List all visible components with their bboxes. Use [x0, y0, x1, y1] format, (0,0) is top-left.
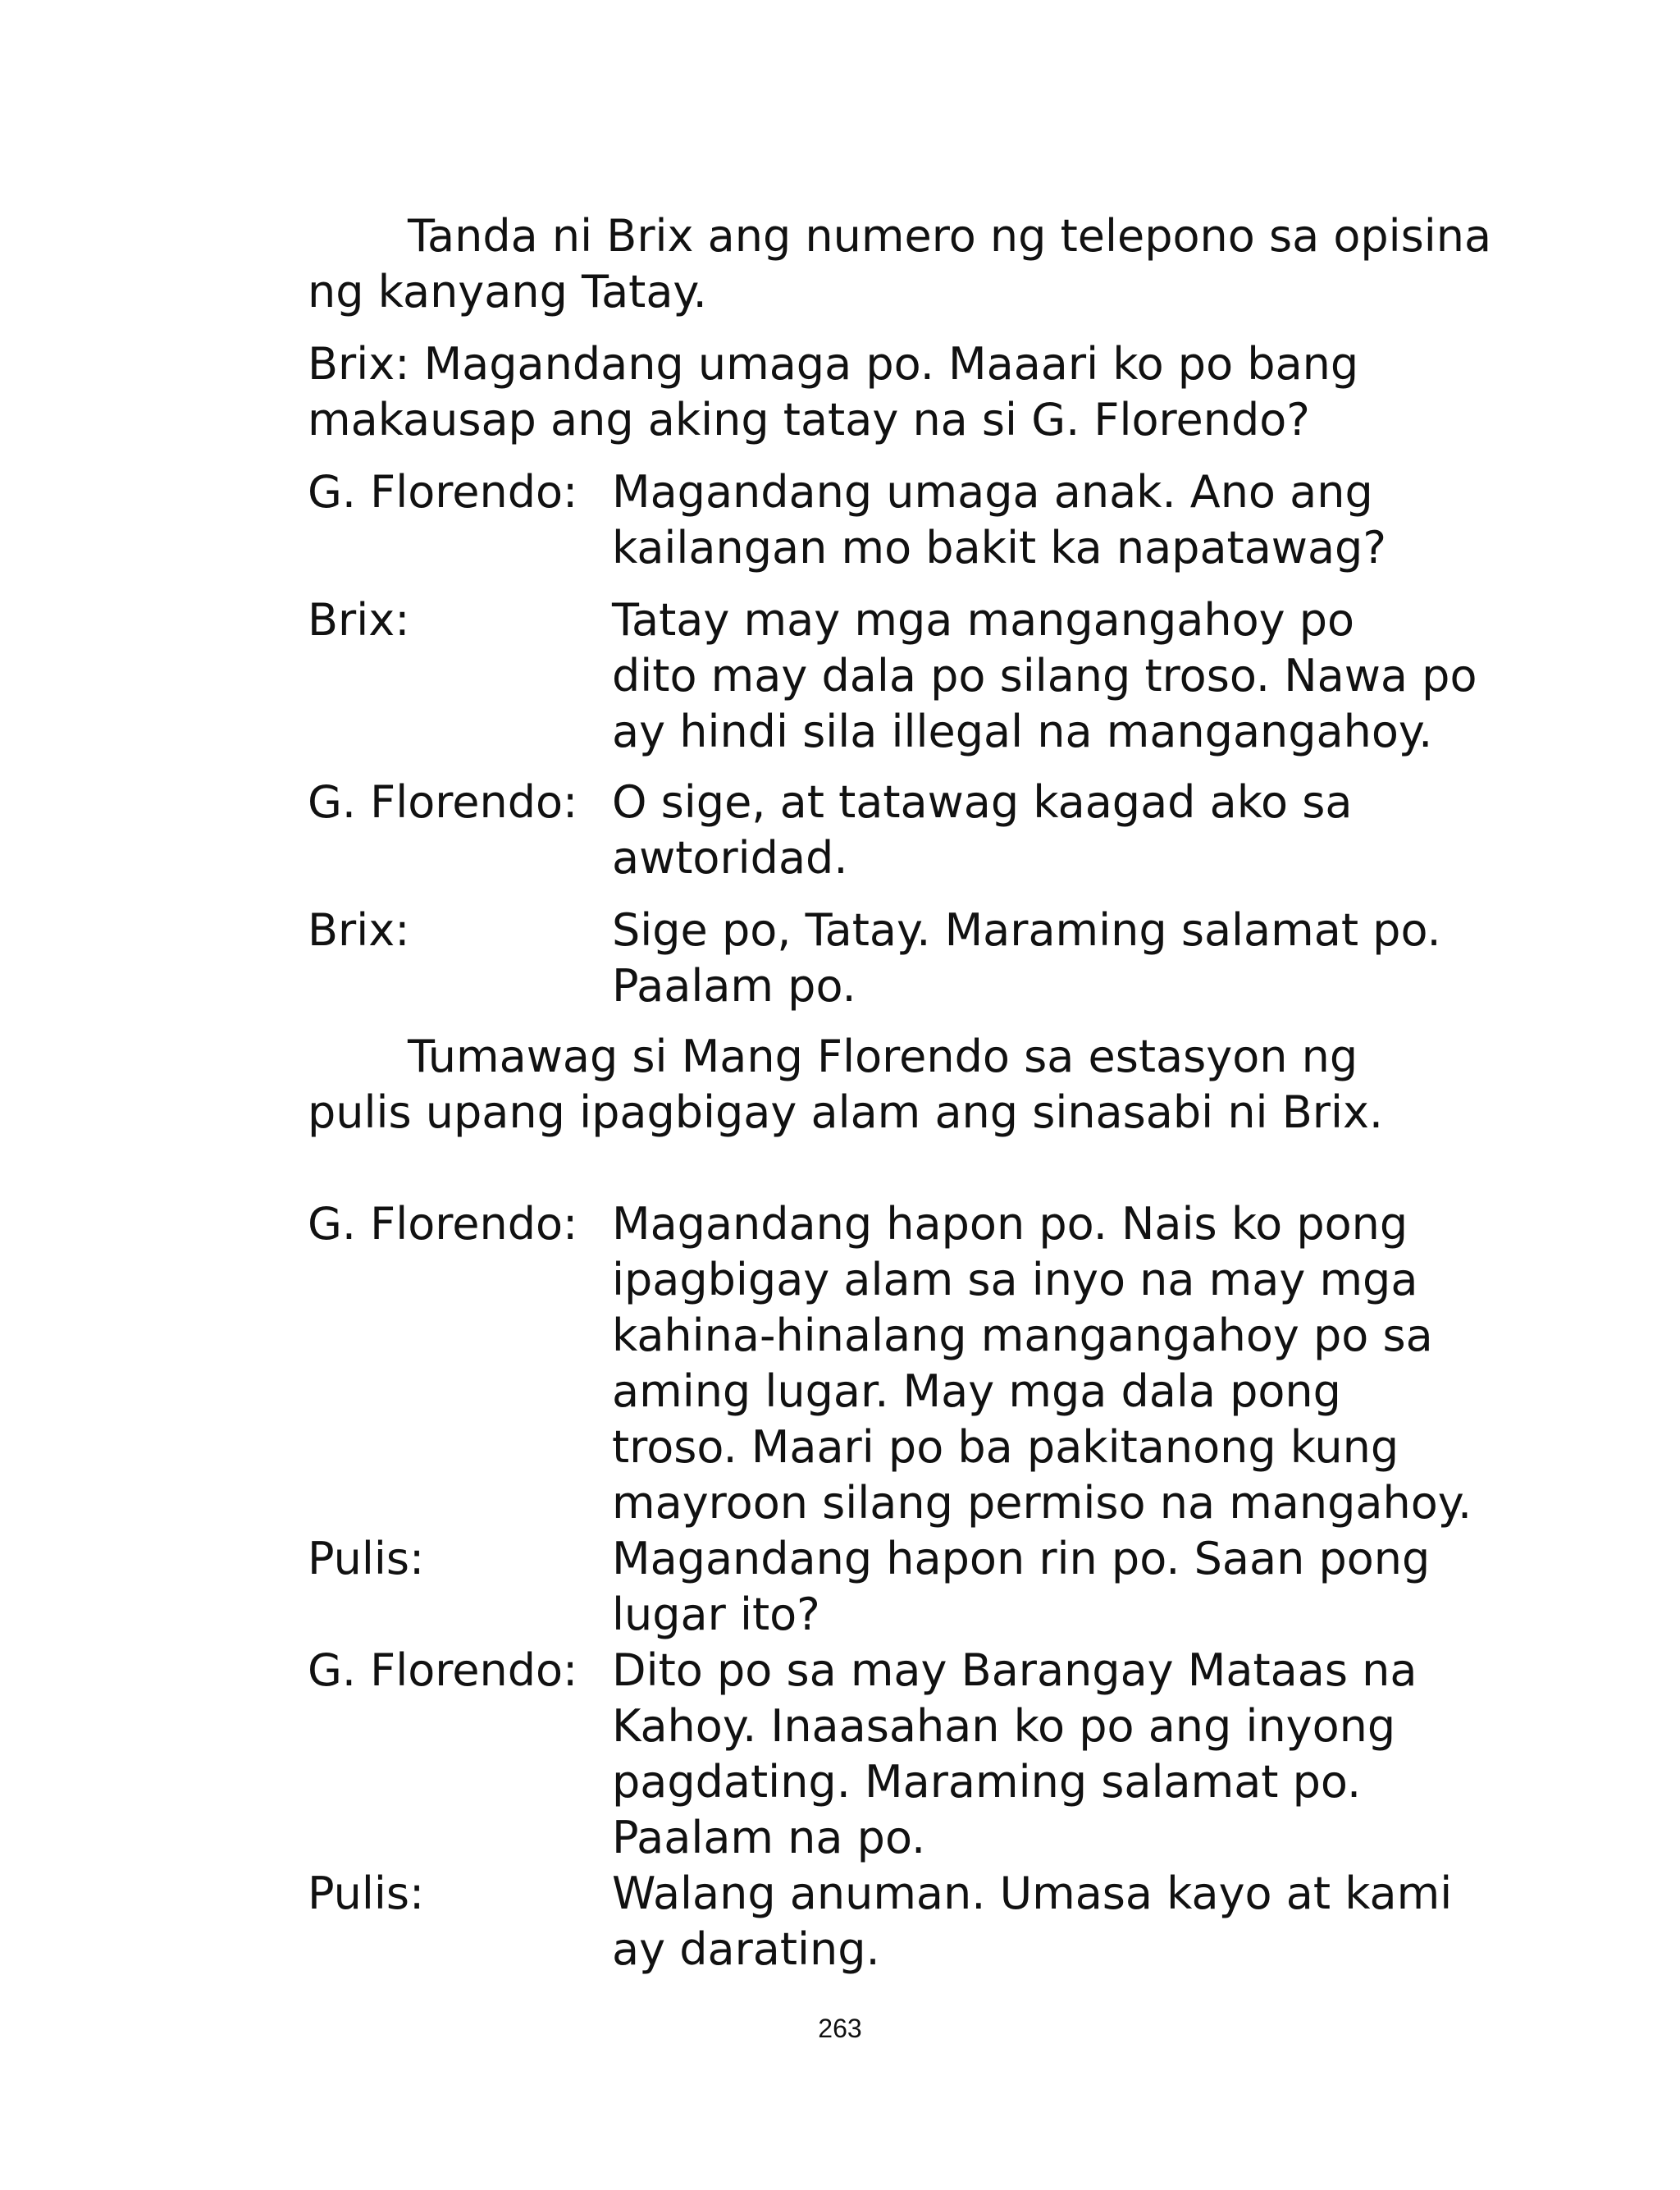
- dialogue-line: Sige po, Tatay. Maraming salamat po.: [612, 904, 1441, 956]
- dialogue-line: ipagbigay alam sa inyo na may mga: [612, 1254, 1418, 1305]
- dialogue-line: mayroon silang permiso na mangahoy.: [612, 1477, 1472, 1529]
- dialogue-line: Magandang hapon po. Nais ko pong: [612, 1198, 1408, 1250]
- dialogue-line: Tatay may mga mangangahoy po: [612, 594, 1355, 646]
- narration-line-1: Tumawag si Mang Florendo sa estasyon ng: [408, 1031, 1358, 1082]
- speaker-label: Pulis:: [308, 1533, 425, 1584]
- intro-line-1: Tanda ni Brix ang numero ng telepono sa opisina: [408, 210, 1492, 262]
- speaker-label: G. Florendo:: [308, 1644, 578, 1696]
- dialogue-line: Kahoy. Inaasahan ko po ang inyong: [612, 1700, 1396, 1752]
- dialogue-line: dito may dala po silang troso. Nawa po: [612, 650, 1477, 702]
- dialogue-line: Paalam na po.: [612, 1812, 926, 1863]
- dialogue-line: Paalam po.: [612, 960, 856, 1012]
- intro-line-2: ng kanyang Tatay.: [308, 266, 707, 318]
- dialogue-line: ay darating.: [612, 1923, 880, 1975]
- dialogue-line: ay hindi sila illegal na mangangahoy.: [612, 706, 1433, 757]
- dialogue-line: Walang anuman. Umasa kayo at kami: [612, 1868, 1453, 1919]
- speaker-label: Pulis:: [308, 1868, 425, 1919]
- dialogue-line: awtoridad.: [612, 832, 848, 884]
- speaker-label: Brix:: [308, 904, 410, 956]
- page-number: 263: [818, 2014, 862, 2043]
- dialogue-line: troso. Maari po ba pakitanong kung: [612, 1421, 1399, 1473]
- dialogue-line: aming lugar. May mga dala pong: [612, 1365, 1341, 1417]
- brix-opening-line-2: makausap ang aking tatay na si G. Florendo?: [308, 394, 1310, 446]
- speaker-label: G. Florendo:: [308, 466, 578, 518]
- speaker-label: G. Florendo:: [308, 1198, 578, 1250]
- dialogue-line: Magandang umaga anak. Ano ang: [612, 466, 1373, 518]
- dialogue-line: lugar ito?: [612, 1589, 820, 1640]
- brix-opening-line-1: Brix: Magandang umaga po. Maaari ko po bang: [308, 338, 1359, 390]
- dialogue-line: kahina-hinalang mangangahoy po sa: [612, 1310, 1433, 1361]
- dialogue-line: Magandang hapon rin po. Saan pong: [612, 1533, 1431, 1584]
- speaker-label: G. Florendo:: [308, 776, 578, 828]
- dialogue-line: kailangan mo bakit ka napatawag?: [612, 522, 1386, 574]
- speaker-label: Brix:: [308, 594, 410, 646]
- dialogue-line: pagdating. Maraming salamat po.: [612, 1756, 1362, 1808]
- dialogue-line: Dito po sa may Barangay Mataas na: [612, 1644, 1418, 1696]
- narration-line-2: pulis upang ipagbigay alam ang sinasabi ni Brix.: [308, 1086, 1384, 1138]
- dialogue-line: O sige, at tatawag kaagad ako sa: [612, 776, 1353, 828]
